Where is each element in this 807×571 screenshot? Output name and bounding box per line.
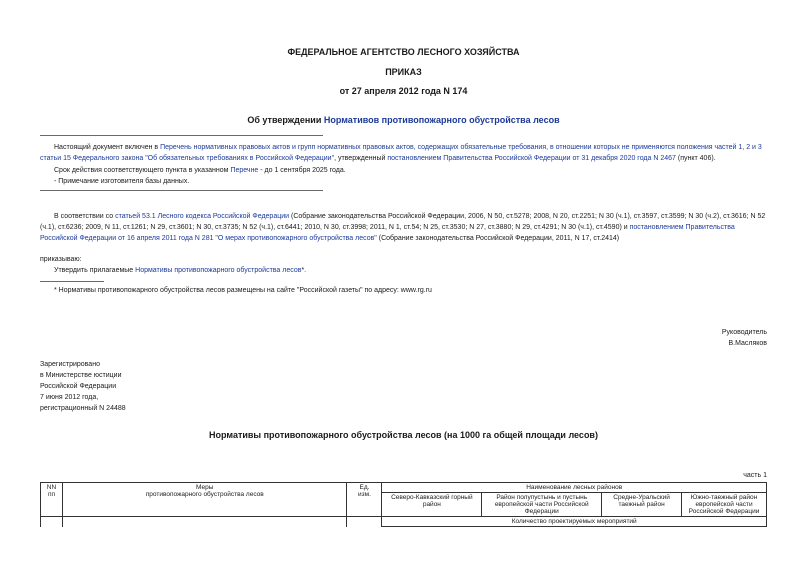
note-paragraph-1: Настоящий документ включен в Перечень нормативных правовых актов и групп нормативных правовых актов, содержащих обязательные требования, в отношении которых не применяются положения частей 1, 2 и 3 статьи 15 Федерального закона "Об обязательных требованиях в Российской Федерации", утвержденный постановлением Правительства Российской Федерации от 31 декабря 2020 года N 2467 (пункт 406). bbox=[40, 144, 762, 162]
part-label: часть 1 bbox=[743, 472, 767, 479]
note-list-short-link[interactable]: Перечне bbox=[230, 167, 259, 174]
note-bottom-divider bbox=[40, 190, 323, 191]
footnote: * Нормативы противопожарного обустройства лесов размещены на сайте "Российской газеты" по адресу: www.rg.ru bbox=[54, 287, 432, 294]
government-decree-link[interactable]: постановлением Правительства Российской Федерации от 16 апреля 2011 года N 281 "О мерах противопожарного обустройства лесов" bbox=[40, 224, 735, 242]
note-paragraph-2: Срок действия соответствующего пункта в указанном Перечне - до 1 сентября 2025 года. bbox=[54, 167, 346, 174]
title-prefix: Об утверждении bbox=[247, 115, 324, 125]
title-link[interactable]: Нормативов противопожарного обустройства лесов bbox=[323, 115, 560, 125]
registration-block: Зарегистрировано в Министерстве юстиции Российской Федерации 7 июня 2012 года, регистрационный N 24488 bbox=[40, 361, 126, 412]
header-unit: Ед. изм. bbox=[347, 483, 382, 517]
table-header-row-3 bbox=[41, 517, 767, 527]
header-nn: NN пп bbox=[41, 483, 63, 517]
table-header-row-1 bbox=[41, 483, 767, 493]
header-regions: Наименование лесных районов bbox=[382, 483, 767, 493]
forest-code-link[interactable]: статьей 53.1 Лесного кодекса Российской Федерации bbox=[115, 213, 290, 220]
header-region-4: Южно-таежный район европейской части Российской Федерации bbox=[682, 493, 767, 517]
header-quantity: Количество проектируемых мероприятий bbox=[382, 517, 767, 527]
legal-basis-paragraph: В соответствии со статьей 53.1 Лесного кодекса Российской Федерации (Собрание законодательства Российской Федерации, 2006, N 50, ст.5278; 2008, N 20, ст.2251; N 30 (ч.1), ст.3597, ст.3599; N 30 (ч.2), ст.3616; N 52 (ч.1), ст.6236; 2009, N 11, ст.1261; N 29, ст.3601; N 30, ст.3735; N 52 (ч.1), ст.6441; 2010, N 30, ст.3998; 2011, N 1, ст.54; N 25, ст.3530; N 27, ст.3880; N 29, ст.4291; N 30 (ч.1), ст.4590) и постановлением Правительства Российской Федерации от 16 апреля 2011 года N 281 "О мерах противопожарного обустройства лесов" (Собрание законодательства Российской Федерации, 2011, N 17, ст.2414) bbox=[40, 213, 766, 242]
normatives-link[interactable]: Нормативы противопожарного обустройства лесов bbox=[135, 267, 302, 274]
doc-date-number: от 27 апреля 2012 года N 174 bbox=[339, 86, 468, 96]
header-measures: Меры противопожарного обустройства лесов bbox=[62, 483, 347, 517]
note-paragraph-3: - Примечание изготовителя базы данных. bbox=[54, 178, 190, 185]
agency-name: ФЕДЕРАЛЬНОЕ АГЕНТСТВО ЛЕСНОГО ХОЗЯЙСТВА bbox=[287, 47, 520, 57]
page-title bbox=[0, 115, 807, 125]
signatory-name: В.Масляков bbox=[728, 340, 767, 347]
header-region-3: Средне-Уральский таежный район bbox=[602, 493, 682, 517]
order-word: приказываю: bbox=[40, 256, 82, 263]
normatives-table bbox=[40, 482, 767, 527]
header-region-1: Северо-Кавказский горный район bbox=[382, 493, 482, 517]
doc-type: ПРИКАЗ bbox=[385, 67, 422, 77]
appendix-title: Нормативы противопожарного обустройства лесов (на 1000 га общей площади лесов) bbox=[209, 430, 598, 440]
note-list-link[interactable]: Перечень нормативных правовых актов и групп нормативных правовых актов, содержащих обязательные требования, в отношении которых не применяются положения частей 1, 2 и 3 статьи 15 Федерального закона "Об обязательных требованиях в Российской Федерации" bbox=[40, 144, 762, 162]
footnote-divider bbox=[40, 281, 104, 282]
approve-paragraph: Утвердить прилагаемые Нормативы противопожарного обустройства лесов*. bbox=[54, 267, 307, 274]
note-top-divider bbox=[40, 135, 323, 136]
header-region-2: Район полупустынь и пустынь европейской части Российской Федерации bbox=[482, 493, 602, 517]
signatory-role: Руководитель bbox=[721, 329, 767, 336]
note-decree-link[interactable]: постановлением Правительства Российской Федерации от 31 декабря 2020 года N 2467 bbox=[387, 155, 676, 162]
